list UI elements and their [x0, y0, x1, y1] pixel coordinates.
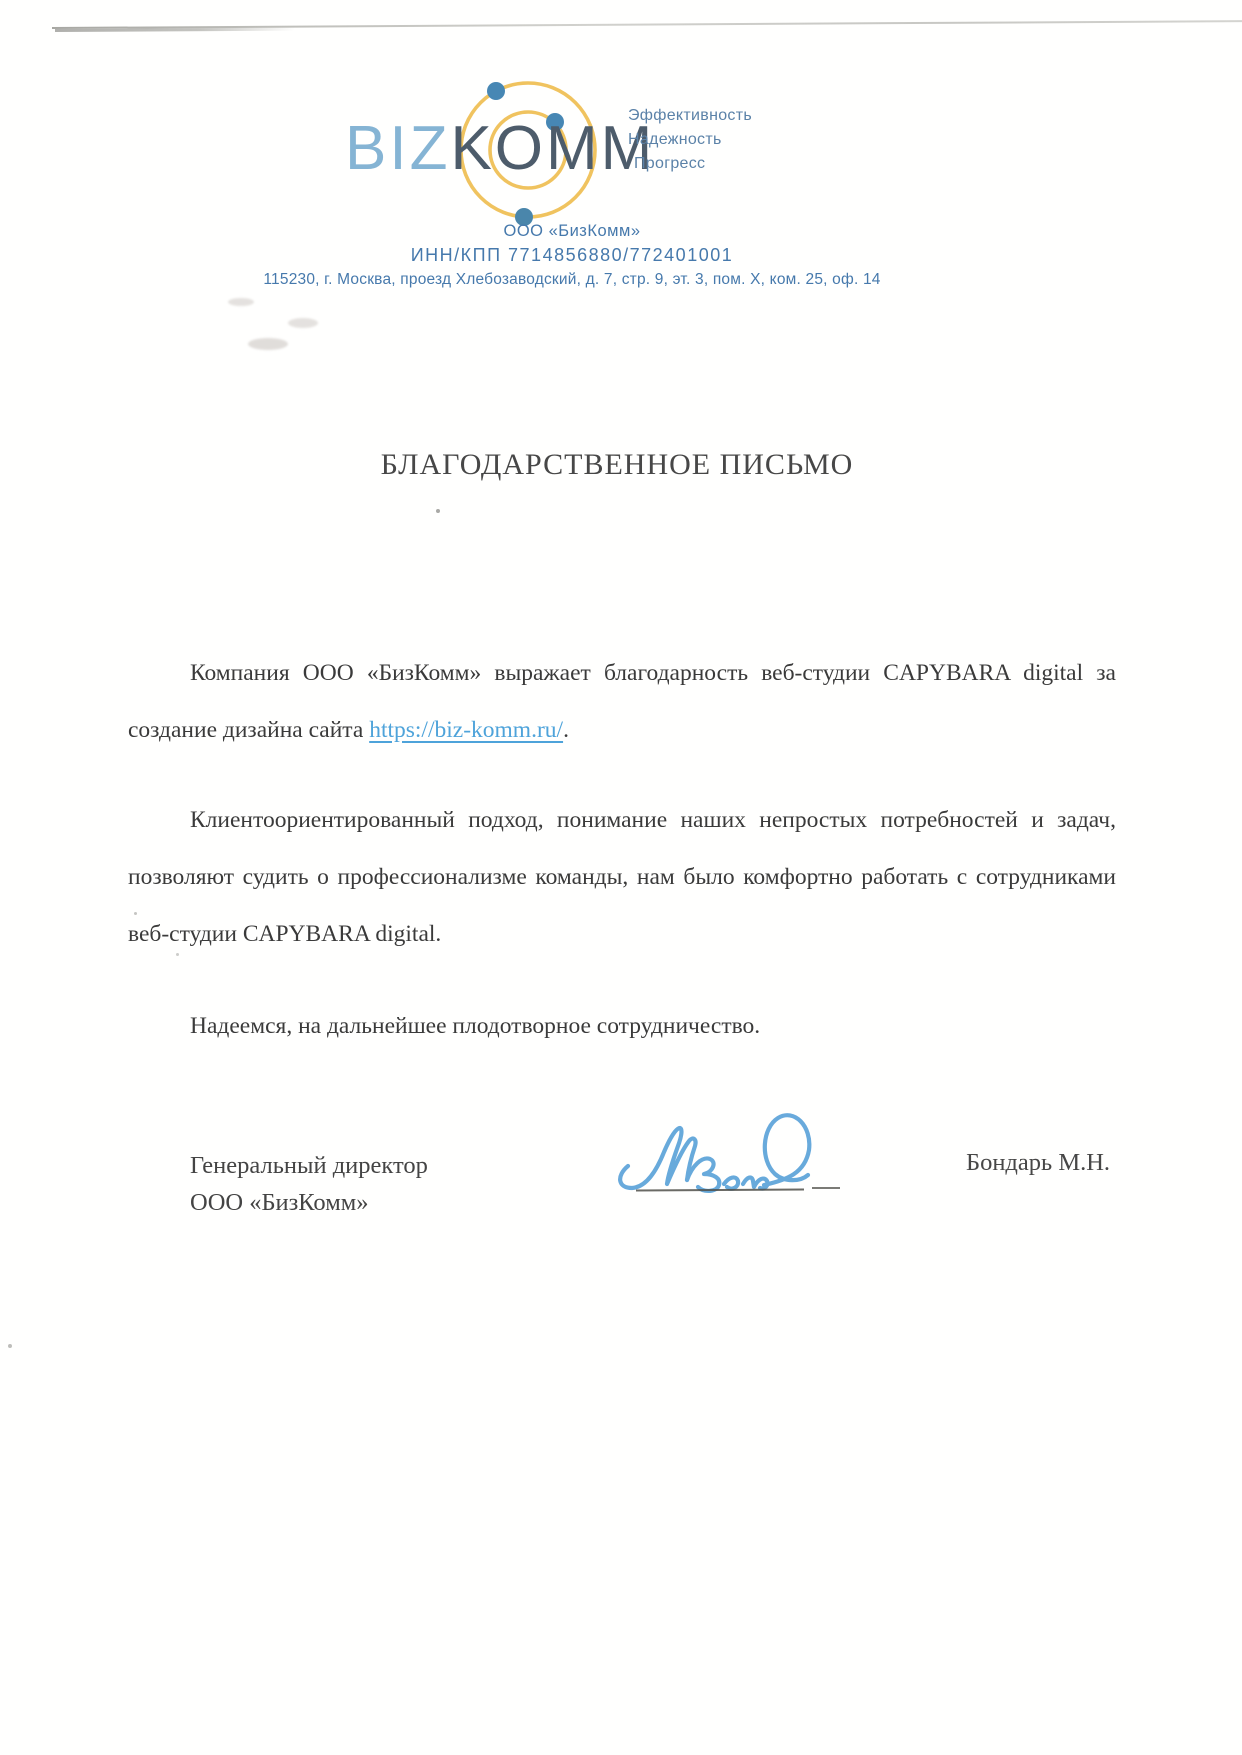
paragraph-1-text: Компания ООО «БизКомм» выражает благодарность веб-студии CAPYBARA digital за создание дизайна сайта [128, 660, 1116, 743]
signer-position-line1: Генеральный директор [190, 1152, 428, 1179]
tagline-line: Прогресс [634, 155, 706, 172]
signer-name: Бондарь М.Н. [966, 1149, 1111, 1176]
letter-paragraph-1 [128, 645, 1116, 759]
company-requisites [72, 219, 1072, 292]
scan-line-artifact-dark [55, 28, 295, 32]
bizkomm-logo [340, 62, 770, 232]
scan-smudge [288, 318, 318, 328]
logo-wordmark-biz: BIZ [345, 114, 451, 183]
company-name: ООО «БизКомм» [503, 222, 641, 240]
tagline-line: Эффективность [628, 107, 752, 124]
scan-smudge [248, 338, 288, 350]
signer-position-line2: ООО «БизКомм» [190, 1189, 369, 1216]
logo-wordmark-komm: KOMM [450, 114, 656, 183]
paragraph-1-period: . [563, 717, 569, 743]
letter-paragraph-3: Надеемся, на дальнейшее плодотворное сотрудничество. [190, 1013, 761, 1039]
letter-paragraph-2: Клиентоориентированный подход, понимание наших непростых потребностей и задач, позволяют судить о профессионализме команды, нам было комфортно работать с сотрудниками веб-студии CAPYBARA digital. [128, 807, 1116, 947]
signer-position [190, 1147, 428, 1221]
logo-wordmark [345, 114, 656, 183]
company-inn-kpp: ИНН/КПП 7714856880/772401001 [410, 245, 734, 265]
letter-title: БЛАГОДАРСТВЕННОЕ ПИСЬМО [380, 448, 854, 481]
scan-speck [436, 509, 440, 513]
company-address: 115230, г. Москва, проезд Хлебозаводский, д. 7, стр. 9, эт. 3, пом. X, ком. 25, оф. 14 [263, 271, 881, 288]
logo-tagline [628, 104, 752, 176]
scan-speck [8, 1344, 12, 1348]
tagline-line: Надежность [628, 131, 722, 148]
signature-image [612, 1088, 847, 1198]
site-link[interactable]: https://biz-komm.ru/ [369, 717, 564, 743]
scan-smudge [228, 298, 254, 306]
signature-line-segment [812, 1187, 840, 1189]
